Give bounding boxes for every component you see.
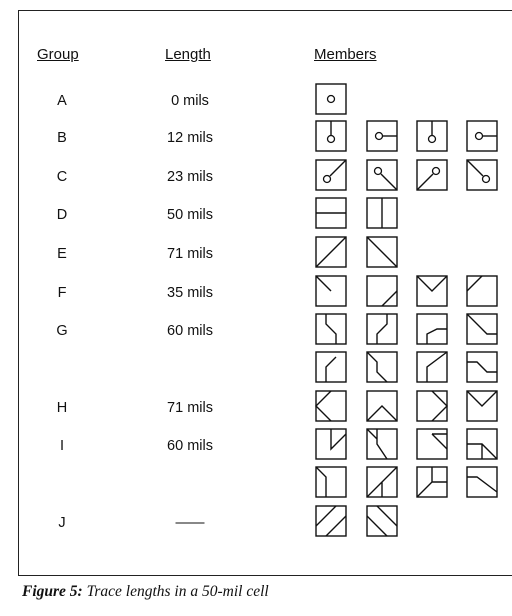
- trace-cell-bend-d: [467, 429, 497, 459]
- trace-cell-via-stub-up: [417, 121, 447, 151]
- length-value: 12 mils: [167, 130, 213, 146]
- length-value: 23 mils: [167, 169, 213, 185]
- trace-cell-bend-a: [316, 429, 346, 459]
- trace-cell-diag-bl-tr: [316, 237, 346, 267]
- trace-cell-corner-top-right-diag: [467, 276, 497, 306]
- length-value: 60 mils: [167, 323, 213, 339]
- trace-cell-bend-c: [417, 429, 447, 459]
- trace-cell-bend-b: [367, 429, 397, 459]
- group-label: J: [58, 515, 66, 531]
- group-label: A: [57, 93, 67, 109]
- caption-label: Figure 5:: [22, 583, 83, 600]
- trace-cell-bend-f: [367, 467, 397, 497]
- trace-cell-bend-g: [417, 467, 447, 497]
- length-value: 71 mils: [167, 246, 213, 262]
- trace-cell-via-diag-bl: [417, 160, 447, 190]
- trace-cell-corner-bottom-right: [367, 276, 397, 306]
- trace-cell-chevron-up: [367, 391, 397, 421]
- trace-cell-corner-top-right: [316, 276, 346, 306]
- trace-cell-diag-tl-br: [367, 237, 397, 267]
- length-value: 71 mils: [167, 400, 213, 416]
- caption-text: Trace lengths in a 50-mil cell: [86, 583, 269, 600]
- trace-cell-jog-f: [367, 352, 397, 382]
- trace-cell-via-stub-up: [316, 121, 346, 151]
- group-label: F: [57, 285, 67, 301]
- trace-cell-via-diag-br: [367, 160, 397, 190]
- group-label: E: [57, 246, 67, 262]
- trace-cell-double-diag-a: [316, 506, 346, 536]
- trace-cell-via-diag-tl: [467, 160, 497, 190]
- group-label: C: [56, 169, 68, 185]
- length-value: 60 mils: [167, 438, 213, 454]
- trace-cell-chevron-right: [417, 391, 447, 421]
- trace-cell-jog-d: [467, 314, 497, 344]
- trace-cell-straight-vertical: [367, 198, 397, 228]
- header-members: Members: [314, 46, 377, 63]
- header-group: Group: [37, 46, 79, 63]
- trace-cell-via-stub-right: [367, 121, 397, 151]
- trace-cell-via-stub-right: [467, 121, 497, 151]
- length-value: 0 mils: [171, 93, 209, 109]
- length-value: ——: [175, 515, 205, 531]
- trace-cell-via-center: [316, 84, 346, 114]
- trace-cell-jog-c: [417, 314, 447, 344]
- trace-cell-jog-h: [467, 352, 497, 382]
- trace-cell-jog-a: [316, 314, 346, 344]
- trace-cell-chevron-down: [467, 391, 497, 421]
- group-label: G: [56, 323, 68, 339]
- trace-cell-corner-top-left: [417, 276, 447, 306]
- header-length: Length: [165, 46, 211, 63]
- group-label: H: [56, 400, 68, 416]
- trace-cell-jog-b: [367, 314, 397, 344]
- trace-cell-straight-horizontal: [316, 198, 346, 228]
- trace-cell-bend-e: [316, 467, 346, 497]
- trace-cell-jog-g: [417, 352, 447, 382]
- trace-cell-jog-e: [316, 352, 346, 382]
- group-label: D: [56, 207, 68, 223]
- trace-cell-double-diag-b: [367, 506, 397, 536]
- trace-cell-bend-h: [467, 467, 497, 497]
- length-value: 50 mils: [167, 207, 213, 223]
- length-value: 35 mils: [167, 285, 213, 301]
- trace-cell-via-diag-tr: [316, 160, 346, 190]
- figure-caption: [22, 583, 269, 601]
- group-label: B: [57, 130, 67, 146]
- trace-cell-chevron-left: [316, 391, 346, 421]
- group-label: I: [59, 438, 65, 454]
